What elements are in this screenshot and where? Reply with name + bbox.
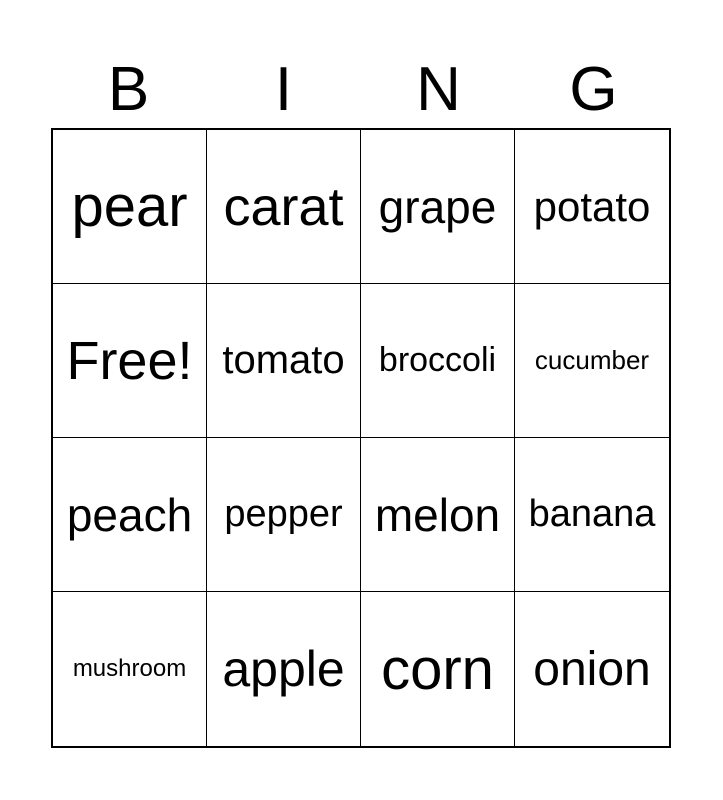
bingo-cell[interactable]: cucumber [515, 284, 669, 438]
header-letter-g: G [569, 55, 618, 124]
bingo-cell[interactable]: melon [361, 438, 515, 592]
bingo-free-cell[interactable]: Free! [53, 284, 207, 438]
bingo-header [51, 52, 671, 128]
bingo-board [51, 128, 671, 748]
bingo-cell[interactable]: grape [361, 130, 515, 284]
bingo-cell[interactable]: mushroom [53, 592, 207, 746]
bingo-cell[interactable]: banana [515, 438, 669, 592]
header-letter-i: I [274, 55, 293, 124]
bingo-cell[interactable]: tomato [207, 284, 361, 438]
bingo-cell[interactable]: peach [53, 438, 207, 592]
bingo-cell[interactable]: carat [207, 130, 361, 284]
bingo-cell[interactable]: pepper [207, 438, 361, 592]
bingo-cell[interactable]: broccoli [361, 284, 515, 438]
bingo-cell[interactable]: corn [361, 592, 515, 746]
bingo-cell[interactable]: apple [207, 592, 361, 746]
header-letter-n: N [416, 55, 461, 124]
bingo-cell[interactable]: potato [515, 130, 669, 284]
bingo-cell[interactable]: pear [53, 130, 207, 284]
bingo-cell[interactable]: onion [533, 642, 651, 696]
header-letter-b: B [107, 55, 150, 124]
